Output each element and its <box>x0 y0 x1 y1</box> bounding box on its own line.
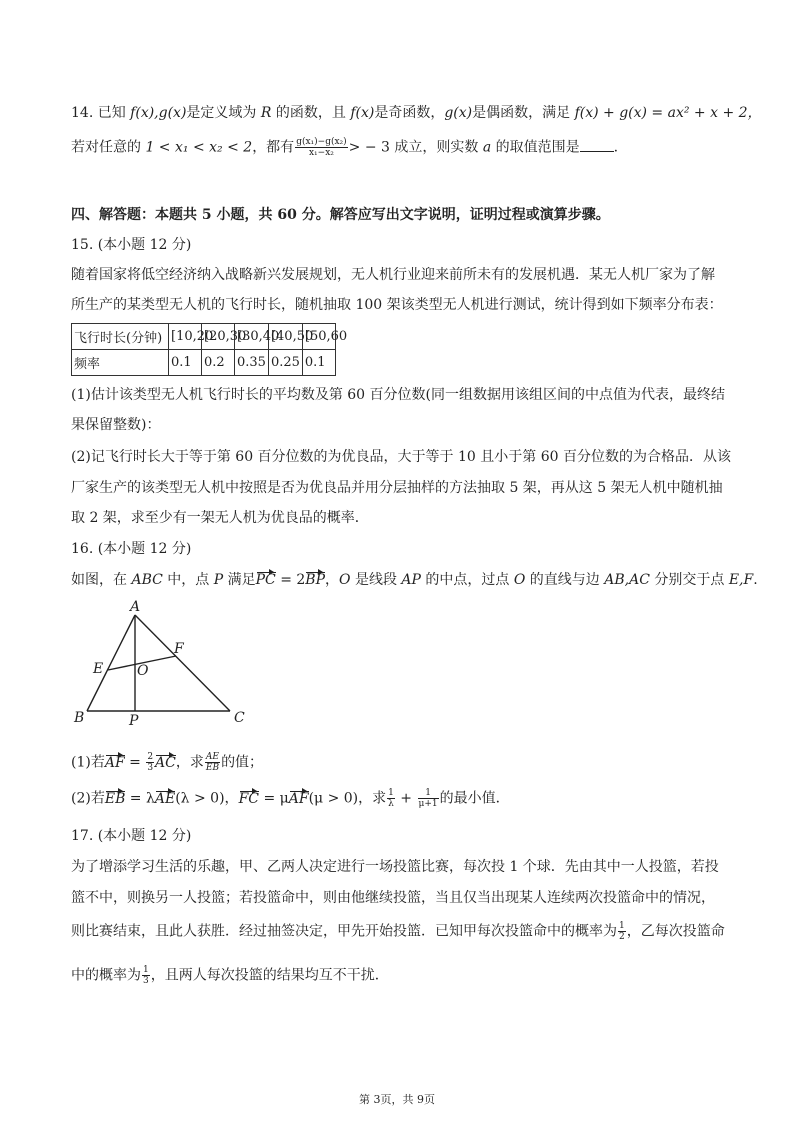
q15-paragraph-2: 所生产的某类型无人机的飞行时长，随机抽取 100 架该类型无人机进行测试，统计得到如下频率分布表： <box>71 297 723 313</box>
table-row <box>72 324 336 350</box>
label-b: B <box>74 710 85 726</box>
table-cell: [50,60 <box>302 324 335 350</box>
page-footer: 第 3页，共 9页 <box>359 1093 435 1106</box>
q15-sub1-line-2: 果保留整数)： <box>71 417 161 433</box>
table-cell: 0.35 <box>235 350 269 376</box>
q17-header: 17. (本小题 12 分) <box>71 828 192 844</box>
q17-paragraph-4: 中的概率为 $\frac{1}{3}$ ，且两人每次投篮的结果均互不干扰． <box>71 965 389 986</box>
q15-sub1-line-1: (1)估计该类型无人机飞行时长的平均数及第 60 百分位数(同一组数据用该组区间的中点值为代表，最终结 <box>71 387 726 403</box>
q17-paragraph-1: 为了增添学习生活的乐趣，甲、乙两人决定进行一场投篮比赛，每次投 1 个球．先由其中一人投篮，若投 <box>71 859 719 875</box>
table-cell: [30,40 <box>235 324 269 350</box>
q16-intro: 如图，在 ABC 中，点 P 满足PC = 2BP，O 是线段 AP 的中点，过点 O 的直线与边 AB,AC 分别交于点 E,F. <box>71 572 758 588</box>
q15-sub2-line-1: (2)记飞行时长大于等于第 60 百分位数的为优良品，大于等于 10 且小于第 60 百分位数的为合格品．从该 <box>71 449 731 465</box>
q14-line-2: 若对任意的 1 < x₁ < x₂ < 2，都有 $\frac{\text{g(x₁)−g(x₂)}}{\text{x₁−x₂}}$ > − 3 成立，则实数 a 的取值范围是 . <box>71 137 619 158</box>
table-cell: [40,50 <box>268 324 302 350</box>
vector-pc: PC <box>255 572 276 588</box>
table-cell: [10,20 <box>169 324 202 350</box>
table-cell: 频率 <box>72 350 169 376</box>
frequency-table <box>71 323 348 376</box>
table-cell: 0.1 <box>169 350 202 376</box>
q15-sub2-line-3: 取 2 架，求至少有一架无人机为优良品的概率． <box>71 510 369 526</box>
q17-paragraph-3: 则比赛结束，且此人获胜．经过抽签决定，甲先开始投篮．已知甲每次投篮命中的概率为 $\frac{1}{2}$ ，乙每次投篮命 <box>71 921 725 942</box>
vector-bp: BP <box>305 572 326 588</box>
q16-sub2: (2)若EB = λAE(λ > 0)，FC = μAF(μ > 0)，求 $\frac{1}{\lambda}$ + $\frac{1}{\mu+1}$ 的最小值． <box>71 788 510 809</box>
table-row <box>72 350 336 376</box>
answer-blank <box>580 139 614 152</box>
label-c: C <box>234 710 245 726</box>
label-o: O <box>137 663 149 679</box>
q16-sub1: (1)若AF = $\frac{2}{3}$ AC，求 $\frac{AE}{EB}$ 的值； <box>71 752 264 773</box>
table-cell: [20,30 <box>202 324 235 350</box>
q14-equation: f(x) + g(x) = ax² + x + 2， <box>574 105 762 121</box>
q14-line-1: 14. 已知 f(x),g(x)是定义域为 R 的函数，且 f(x)是奇函数，g(x)是偶函数，满足 f(x) + g(x) = ax² + x + 2， <box>71 105 762 121</box>
label-p: P <box>129 713 139 729</box>
label-a: A <box>130 599 141 615</box>
q15-paragraph-1: 随着国家将低空经济纳入战略新兴发展规划，无人机行业迎来前所未有的发展机遇．某无人机厂家为了解 <box>71 267 715 283</box>
section-heading: 四、解答题：本题共 5 小题，共 60 分。解答应写出文字说明，证明过程或演算步骤。 <box>71 207 610 223</box>
q15-header: 15. (本小题 12 分) <box>71 237 192 253</box>
label-e: E <box>93 661 104 677</box>
table-cell: 飞行时长(分钟) <box>72 324 169 350</box>
triangle-figure <box>74 598 258 729</box>
q15-sub2-line-2: 厂家生产的该类型无人机中按照是否为优良品并用分层抽样的方法抽取 5 架，再从这 5 架无人机中随机抽 <box>71 480 723 496</box>
q17-paragraph-2: 篮不中，则换另一人投篮；若投篮命中，则由他继续投篮，当且仅当出现某人连续两次投篮命中的情况， <box>71 890 715 906</box>
q16-header: 16. (本小题 12 分) <box>71 541 192 557</box>
table-cell: 0.25 <box>268 350 302 376</box>
table-cell: 0.2 <box>202 350 235 376</box>
label-f: F <box>174 641 184 657</box>
q14-fraction: $\frac{\text{g(x₁)−g(x₂)}}{\text{x₁−x₂}}$ <box>296 137 347 158</box>
edge-ac <box>135 615 230 711</box>
table-cell: 0.1 <box>302 350 335 376</box>
